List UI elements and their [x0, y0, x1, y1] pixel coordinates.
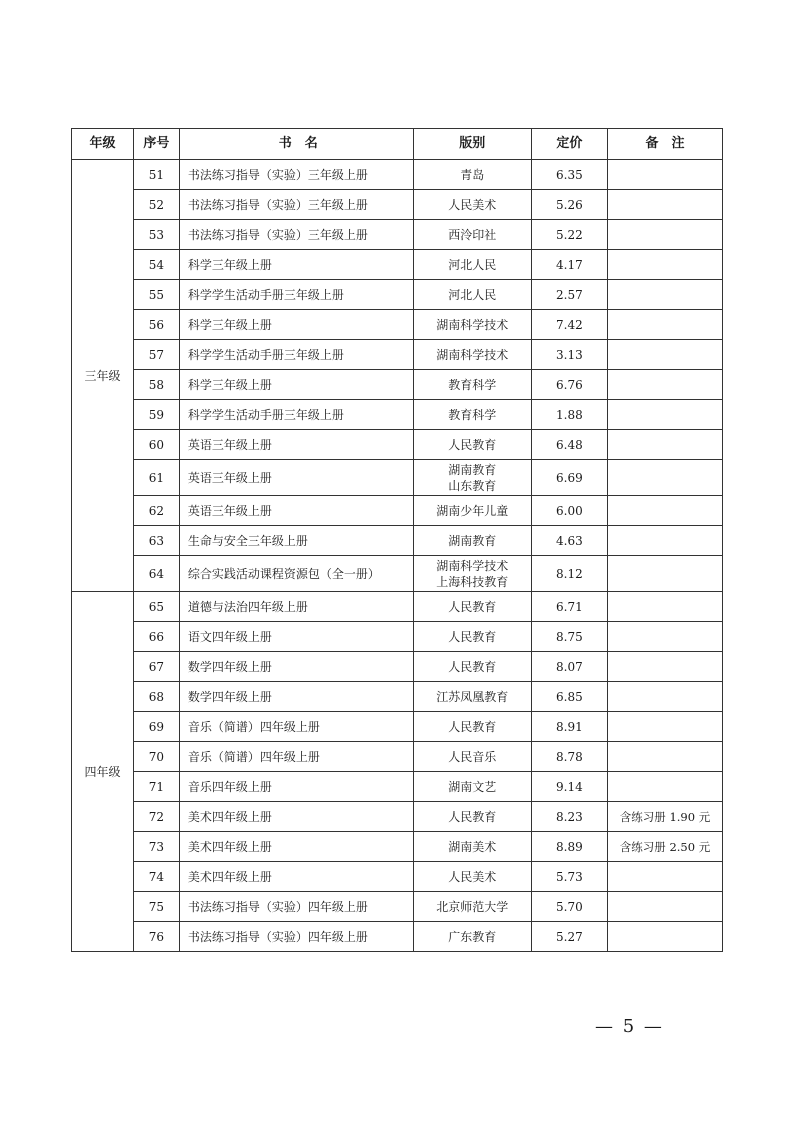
price: 6.71 — [531, 592, 607, 622]
note — [608, 160, 723, 190]
price: 6.35 — [531, 160, 607, 190]
price: 8.75 — [531, 622, 607, 652]
table-row — [72, 742, 723, 772]
publisher-name: 山东教育 — [448, 478, 497, 493]
textbook-price-table — [71, 128, 723, 952]
price: 8.23 — [531, 802, 607, 832]
publisher-name: 湖南科学技术 — [436, 317, 509, 332]
table-row — [72, 802, 723, 832]
book-title: 音乐（简谱）四年级上册 — [179, 742, 413, 772]
note — [608, 556, 723, 592]
table-row — [72, 832, 723, 862]
price: 5.22 — [531, 220, 607, 250]
table-row — [72, 622, 723, 652]
publisher-cell — [413, 862, 531, 892]
price: 6.85 — [531, 682, 607, 712]
row-number: 57 — [134, 340, 180, 370]
row-number: 51 — [134, 160, 180, 190]
publisher-cell — [413, 712, 531, 742]
note — [608, 892, 723, 922]
note — [608, 862, 723, 892]
note — [608, 460, 723, 496]
note — [608, 400, 723, 430]
publisher-name: 人民教育 — [448, 599, 497, 614]
row-number: 55 — [134, 280, 180, 310]
publisher-name: 教育科学 — [448, 407, 497, 422]
book-title: 数学四年级上册 — [179, 682, 413, 712]
price: 2.57 — [531, 280, 607, 310]
row-number: 72 — [134, 802, 180, 832]
table-row — [72, 652, 723, 682]
row-number: 54 — [134, 250, 180, 280]
row-number: 74 — [134, 862, 180, 892]
table-row — [72, 592, 723, 622]
header-title: 书 名 — [179, 129, 413, 160]
note — [608, 370, 723, 400]
table-row — [72, 892, 723, 922]
table-row — [72, 712, 723, 742]
book-title: 语文四年级上册 — [179, 622, 413, 652]
row-number: 70 — [134, 742, 180, 772]
note — [608, 682, 723, 712]
publisher-name: 人民美术 — [448, 869, 497, 884]
table-row — [72, 220, 723, 250]
price: 6.48 — [531, 430, 607, 460]
note — [608, 622, 723, 652]
price: 6.69 — [531, 460, 607, 496]
note — [608, 250, 723, 280]
price: 8.91 — [531, 712, 607, 742]
page-number: — 5 — — [595, 1016, 664, 1037]
book-title: 美术四年级上册 — [179, 862, 413, 892]
header-price: 定价 — [531, 129, 607, 160]
price: 5.70 — [531, 892, 607, 922]
book-title: 科学学生活动手册三年级上册 — [179, 400, 413, 430]
row-number: 65 — [134, 592, 180, 622]
price: 5.27 — [531, 922, 607, 952]
publisher-cell — [413, 556, 531, 592]
table-row — [72, 922, 723, 952]
publisher-cell — [413, 430, 531, 460]
publisher-cell — [413, 682, 531, 712]
table-row — [72, 526, 723, 556]
row-number: 60 — [134, 430, 180, 460]
book-title: 科学学生活动手册三年级上册 — [179, 340, 413, 370]
publisher-cell — [413, 250, 531, 280]
price: 4.63 — [531, 526, 607, 556]
publisher-cell — [413, 892, 531, 922]
publisher-name: 上海科技教育 — [436, 574, 509, 589]
row-number: 69 — [134, 712, 180, 742]
book-title: 音乐四年级上册 — [179, 772, 413, 802]
row-number: 66 — [134, 622, 180, 652]
book-title: 英语三年级上册 — [179, 496, 413, 526]
book-title: 美术四年级上册 — [179, 832, 413, 862]
publisher-name: 江苏凤凰教育 — [436, 689, 509, 704]
table-row — [72, 772, 723, 802]
publisher-cell — [413, 592, 531, 622]
grade-cell: 三年级 — [72, 160, 134, 592]
price: 8.07 — [531, 652, 607, 682]
publisher-cell — [413, 922, 531, 952]
publisher-cell — [413, 370, 531, 400]
publisher-cell — [413, 190, 531, 220]
note — [608, 220, 723, 250]
row-number: 56 — [134, 310, 180, 340]
table-row — [72, 190, 723, 220]
publisher-name: 湖南教育 — [448, 462, 497, 477]
book-title: 书法练习指导（实验）三年级上册 — [179, 190, 413, 220]
publisher-name: 湖南科学技术 — [436, 347, 509, 362]
note — [608, 922, 723, 952]
book-title: 数学四年级上册 — [179, 652, 413, 682]
table-row — [72, 556, 723, 592]
note — [608, 742, 723, 772]
publisher-name: 湖南美术 — [448, 839, 497, 854]
price: 8.89 — [531, 832, 607, 862]
row-number: 71 — [134, 772, 180, 802]
note — [608, 712, 723, 742]
price: 6.00 — [531, 496, 607, 526]
row-number: 61 — [134, 460, 180, 496]
book-title: 生命与安全三年级上册 — [179, 526, 413, 556]
table-row — [72, 400, 723, 430]
publisher-cell — [413, 340, 531, 370]
table-row — [72, 370, 723, 400]
note — [608, 280, 723, 310]
publisher-cell — [413, 772, 531, 802]
row-number: 68 — [134, 682, 180, 712]
publisher-name: 北京师范大学 — [436, 899, 509, 914]
price: 5.73 — [531, 862, 607, 892]
table-body — [72, 160, 723, 952]
table-row — [72, 862, 723, 892]
publisher-name: 人民教育 — [448, 629, 497, 644]
table-row — [72, 460, 723, 496]
publisher-name: 教育科学 — [448, 377, 497, 392]
table-row — [72, 430, 723, 460]
book-title: 科学学生活动手册三年级上册 — [179, 280, 413, 310]
table-row — [72, 160, 723, 190]
publisher-cell — [413, 160, 531, 190]
note — [608, 526, 723, 556]
price: 6.76 — [531, 370, 607, 400]
row-number: 67 — [134, 652, 180, 682]
publisher-cell — [413, 622, 531, 652]
publisher-name: 西泠印社 — [448, 227, 497, 242]
note — [608, 772, 723, 802]
publisher-cell — [413, 220, 531, 250]
publisher-cell — [413, 400, 531, 430]
book-title: 科学三年级上册 — [179, 370, 413, 400]
book-title: 英语三年级上册 — [179, 460, 413, 496]
book-title: 书法练习指导（实验）三年级上册 — [179, 160, 413, 190]
row-number: 64 — [134, 556, 180, 592]
row-number: 76 — [134, 922, 180, 952]
note — [608, 310, 723, 340]
book-title: 音乐（简谱）四年级上册 — [179, 712, 413, 742]
note — [608, 430, 723, 460]
row-number: 75 — [134, 892, 180, 922]
publisher-name: 河北人民 — [448, 287, 497, 302]
table-row — [72, 250, 723, 280]
publisher-name: 人民教育 — [448, 659, 497, 674]
publisher-name: 人民教育 — [448, 809, 497, 824]
publisher-name: 人民教育 — [448, 719, 497, 734]
book-title: 书法练习指导（实验）四年级上册 — [179, 922, 413, 952]
book-title: 综合实践活动课程资源包（全一册） — [179, 556, 413, 592]
table-row — [72, 340, 723, 370]
price: 5.26 — [531, 190, 607, 220]
note — [608, 592, 723, 622]
publisher-cell — [413, 460, 531, 496]
publisher-name: 湖南科学技术 — [436, 558, 509, 573]
publisher-cell — [413, 742, 531, 772]
note: 含练习册 1.90 元 — [608, 802, 723, 832]
header-number: 序号 — [134, 129, 180, 160]
row-number: 63 — [134, 526, 180, 556]
book-title: 美术四年级上册 — [179, 802, 413, 832]
grade-cell: 四年级 — [72, 592, 134, 952]
publisher-name: 湖南少年儿童 — [436, 503, 509, 518]
price: 9.14 — [531, 772, 607, 802]
note — [608, 652, 723, 682]
publisher-name: 青岛 — [460, 167, 485, 182]
table-row — [72, 496, 723, 526]
note — [608, 496, 723, 526]
price: 7.42 — [531, 310, 607, 340]
price: 8.12 — [531, 556, 607, 592]
row-number: 73 — [134, 832, 180, 862]
publisher-cell — [413, 526, 531, 556]
row-number: 53 — [134, 220, 180, 250]
row-number: 52 — [134, 190, 180, 220]
book-title: 书法练习指导（实验）四年级上册 — [179, 892, 413, 922]
table-header — [72, 129, 723, 160]
table-row — [72, 310, 723, 340]
publisher-name: 人民音乐 — [448, 749, 497, 764]
price: 4.17 — [531, 250, 607, 280]
price: 1.88 — [531, 400, 607, 430]
book-title: 书法练习指导（实验）三年级上册 — [179, 220, 413, 250]
note — [608, 190, 723, 220]
header-grade: 年级 — [72, 129, 134, 160]
row-number: 62 — [134, 496, 180, 526]
note: 含练习册 2.50 元 — [608, 832, 723, 862]
publisher-name: 湖南文艺 — [448, 779, 497, 794]
publisher-cell — [413, 652, 531, 682]
publisher-name: 人民教育 — [448, 437, 497, 452]
row-number: 59 — [134, 400, 180, 430]
publisher-cell — [413, 496, 531, 526]
table-row — [72, 280, 723, 310]
publisher-cell — [413, 280, 531, 310]
book-title: 道德与法治四年级上册 — [179, 592, 413, 622]
publisher-cell — [413, 310, 531, 340]
book-title: 科学三年级上册 — [179, 250, 413, 280]
publisher-name: 人民美术 — [448, 197, 497, 212]
publisher-cell — [413, 832, 531, 862]
publisher-cell — [413, 802, 531, 832]
header-publisher: 版别 — [413, 129, 531, 160]
row-number: 58 — [134, 370, 180, 400]
price: 8.78 — [531, 742, 607, 772]
note — [608, 340, 723, 370]
table-row — [72, 682, 723, 712]
publisher-name: 湖南教育 — [448, 533, 497, 548]
price: 3.13 — [531, 340, 607, 370]
book-title: 英语三年级上册 — [179, 430, 413, 460]
book-title: 科学三年级上册 — [179, 310, 413, 340]
publisher-name: 广东教育 — [448, 929, 497, 944]
header-note: 备 注 — [608, 129, 723, 160]
publisher-name: 河北人民 — [448, 257, 497, 272]
